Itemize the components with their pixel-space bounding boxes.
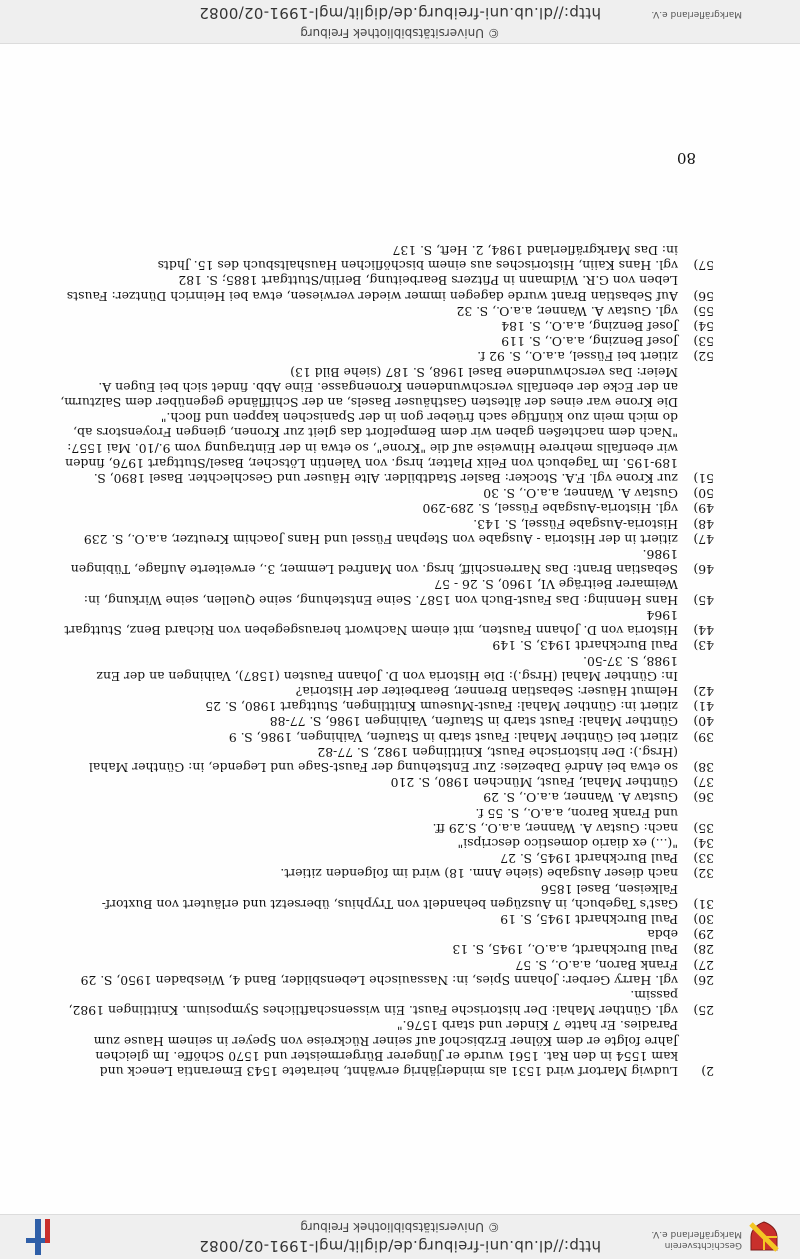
footnote-item [84, 729, 714, 744]
footnote-line: wir ebenfalls mehrere Hinweise auf die "Krone", so etwa in der Eintragung vom 9./10. Mai 1557: [67, 440, 678, 456]
footnote-text [84, 912, 678, 927]
footnote-line: Paul Burckhardt 1945, S. 19 [500, 911, 678, 927]
footnote-list [60, 243, 714, 1079]
footnote-item [68, 987, 714, 1019]
footnote-line: Paul Burckhardt 1945, S. 27 [500, 851, 678, 867]
footnote-line: In: Günther Mahal (Hrsg.): Die Historia von D. Johann Fausten (1587), Vaihingen an der Enz [96, 668, 678, 684]
footnote-number: 37) [693, 775, 714, 791]
footnote-number: 52) [693, 349, 714, 365]
footnote-number: 42) [693, 683, 714, 699]
footnote-line: Historia-Ausgabe Füssel, S. 143. [473, 516, 678, 532]
library-mark-icon [26, 1219, 50, 1255]
footnote-text [69, 988, 678, 1018]
footnote-item [84, 334, 714, 349]
footnote-line: Günther Mahal, Faust, München 1980, S. 210 [390, 775, 678, 791]
footnote-line: vgl. Harry Gerber: Johann Spies, in: Nassauische Lebensbilder, Band 4, Wiesbaden 1950, S. 29 [80, 972, 678, 988]
association-line-2: Markgräflerland e.V. [651, 1229, 742, 1239]
footnote-line: zur Krone vgl. F.A. Stocker: Basler Stadtbilder. Alte Häuser und Geschlechter. Basel 1890, S. [93, 471, 678, 487]
footnote-item [84, 866, 714, 881]
footnote-number: 38) [693, 759, 714, 775]
footnote-item [84, 927, 714, 942]
footnote-number: 48) [693, 516, 714, 532]
footnote-text [84, 729, 678, 744]
footnote-number: 25) [693, 1003, 714, 1019]
footnote-line: zitiert in der Historia - Ausgabe von Stephan Füssel und Hans Joachim Kreutzer, a.a.O., S. 239 [83, 531, 678, 547]
footnote-text [64, 608, 678, 638]
footnote-text [84, 319, 678, 334]
footnote-number: 32) [693, 866, 714, 882]
footnote-text [84, 805, 678, 835]
footnote-item [84, 319, 714, 334]
footnote-item [84, 942, 714, 957]
footnote-item [84, 243, 714, 273]
footer-copyright: © Universitätsbibliothek Freiburg [300, 26, 500, 40]
footnote-line: nach dieser Ausgabe (siehe Anm. 18) wird im folgenden zitiert. [280, 866, 678, 882]
footnote-item [84, 304, 714, 319]
footnote-item [66, 273, 714, 304]
footnote-text [84, 927, 678, 942]
footnote-line: passim. [630, 987, 678, 1003]
footnote-text [84, 501, 678, 516]
footnote-line: 1964 [646, 607, 678, 623]
footnote-number: 54) [693, 319, 714, 335]
footnote-number: 50) [693, 486, 714, 502]
copyright-notice: © Universitätsbibliothek Freiburg [300, 1220, 500, 1234]
footnote-item [84, 957, 714, 972]
association-line-1: Geschichtsverein [664, 1240, 742, 1250]
footnote-text [71, 547, 678, 577]
footnote-number: 55) [693, 303, 714, 319]
viewer-header-bar [0, 1214, 800, 1259]
footnote-line: Paradies. Er hatte 7 Kinder und starb 1576." [396, 1018, 678, 1034]
footnote-text [84, 516, 678, 531]
footnote-line: so etwa bei André Dabezies: Zur Entstehung der Faust-Sage und Legende, in: Günther Mahal [88, 759, 678, 775]
footnote-number: 46) [693, 562, 714, 578]
footnote-text [84, 653, 678, 699]
footnote-number: 51) [693, 471, 714, 487]
footnote-text [84, 334, 678, 349]
footnote-number: 26) [693, 972, 714, 988]
footnote-line: Gustav A. Wanner, a.a.O., S. 30 [483, 486, 678, 502]
footnote-text [67, 273, 678, 303]
footnote-text [84, 836, 678, 851]
footnote-line: Historia von D. Johann Fausten, mit einem Nachwort herausgegeben von Richard Benz, Stuttgart [64, 623, 678, 639]
footnote-line: 1988, S. 37-50. [583, 653, 678, 669]
footnote-line: do mich mein zuo künftige sach früeber gon in der Spanischen kappen und floch." [160, 410, 678, 426]
footnote-item [70, 547, 714, 578]
footnote-line: vgl. Günther Mahal: Der historische Faust. Ein wissenschaftliches Symposium. Knittlingen 1982, [68, 1003, 678, 1019]
footnote-line: Auf Sebastian Brant wurde dagegen immer wieder verwiesen, etwa bei Heinrich Düntzer: Fausts [66, 288, 678, 304]
footnote-text [84, 577, 678, 607]
footnote-text [84, 957, 678, 972]
footnote-text [84, 1018, 678, 1079]
viewer-footer-bar [0, 0, 800, 44]
footnote-line: Die Krone war eines der ältesten Gasthäuser Basels, an der Schifflände gegenüber dem Salzturm, [60, 395, 678, 411]
footnote-text [84, 866, 678, 881]
footnote-item [84, 532, 714, 547]
footnote-item [80, 972, 714, 988]
footnote-item [84, 745, 714, 775]
footnote-number: 43) [693, 638, 714, 654]
footnote-line: in: Das Markgräflerland 1984, 2. Heft, S. 137 [392, 243, 678, 259]
page-number: 80 [676, 149, 696, 167]
footnote-text [84, 638, 678, 653]
footnote-number: 36) [693, 790, 714, 806]
footnote-line: Weimarer Beiträge VI, 1960, S. 26 - 57 [434, 577, 678, 593]
footnote-item [64, 607, 714, 639]
footnote-item [84, 486, 714, 501]
footnote-item [84, 805, 714, 835]
footnote-text [84, 532, 678, 547]
footnote-line: und Frank Baron, a.a.O., S. 55 f. [475, 805, 678, 821]
footnote-number: 47) [693, 531, 714, 547]
footnote-item [84, 653, 714, 699]
footnote-line: an der Ecke der ebenfalls verschwundenen Kronengasse. Eine Abb. findet sich bei Eugen A. [98, 379, 678, 395]
footnote-line: Ludwig Martorf wird 1531 als minderjährig erwähnt, heiratete 1543 Emerantia Leneck und [99, 1064, 678, 1079]
footnote-number: 39) [693, 729, 714, 745]
footnote-number: 29) [693, 927, 714, 943]
footnote-text [84, 942, 678, 957]
footnote-line: vgl. Hans Kaiin, Historisches aus einem bischöflichen Haushaltsbuch des 15. Jhdts [157, 258, 678, 274]
footnote-item [60, 364, 714, 487]
footnote-number: 49) [693, 501, 714, 517]
footnote-text [81, 973, 678, 988]
footer-association: Markgräflerland e.V. [651, 9, 742, 19]
footnote-number: 27) [693, 957, 714, 973]
permalink-url[interactable]: http://dl.ub.uni-freiburg.de/diglit/mgl-1991-02/0082 [198, 1237, 602, 1255]
footnote-number: 56) [693, 288, 714, 304]
footnote-item [84, 851, 714, 866]
footnote-text [84, 699, 678, 714]
footnote-text [84, 304, 678, 319]
footnote-line: Gustav A. Wanner, a.a.O., S. 29 [483, 790, 678, 806]
footnote-number: 41) [693, 699, 714, 715]
footnote-line: Günther Mahal: Faust starb in Staufen, Vaihingen 1986, S. 77-88 [269, 714, 678, 730]
footnote-number: 53) [693, 334, 714, 350]
footnote-line: Paul Burckhardt, a.a.O., 1945, S. 13 [452, 942, 678, 958]
footnote-item [84, 881, 714, 911]
footnote-text [84, 745, 678, 775]
footnote-item [84, 790, 714, 805]
footnote-number: 45) [693, 592, 714, 608]
footnote-item [84, 516, 714, 531]
footnote-item [84, 699, 714, 714]
footnote-line: Falkeisen, Basel 1856 [540, 881, 678, 897]
footnote-line: zitiert bei Füssel, a.a.O., S. 92 f. [477, 349, 678, 365]
footnote-number: 31) [693, 896, 714, 912]
footnote-text [84, 790, 678, 805]
footnote-line: Josef Benzing, a.a.O., S. 184 [501, 319, 678, 335]
footnote-line: nach: Gustav A. Wanner, a.a.O., S.29 ff. [432, 820, 678, 836]
footnote-number: 57) [693, 258, 714, 274]
footnote-line: zitiert in: Günther Mahal: Faust-Museum Knittlingen, Stuttgart 1980, S. 25 [205, 699, 678, 715]
footnote-line: zitiert bei Günther Mahal: Faust starb in Staufen, Vaihingen, 1986, S. 9 [228, 729, 678, 745]
footnote-text [84, 775, 678, 790]
footnote-line: Frank Baron, a.a.O., S. 57 [515, 957, 678, 973]
footnote-line: Sebastian Brant: Das Narrenschiff, hrsg. von Manfred Lemmer, 3., erweiterte Auflage, Tübingen [70, 562, 678, 578]
footnote-line: vgl. Gustav A. Wanner, a.a.O., S. 32 [456, 303, 678, 319]
footnote-text [84, 881, 678, 911]
footnote-item [84, 714, 714, 729]
footnote-line: vgl. Historia-Ausgabe Füssel, S. 289-290 [422, 501, 678, 517]
footnote-text [84, 243, 678, 273]
footnote-item [84, 1018, 714, 1079]
footnote-item [84, 349, 714, 364]
footnote-line: 1986. [642, 547, 678, 563]
footnote-number: 34) [693, 835, 714, 851]
footnote-text [84, 851, 678, 866]
footnote-line: Jahre folgte er dem Kölner Erzbischof auf seiner Rückreise von Speyer in seinem Hause zum [93, 1033, 678, 1049]
footnote-line: Hans Henning: Das Faust-Buch von 1587. Seine Entstehung, seine Quellen, seine Wirkung, in: [83, 592, 678, 608]
footnote-number: 40) [693, 714, 714, 730]
footnote-line: (Hrsg.): Der historische Faust, Knittlingen 1982, S. 77-82 [317, 744, 678, 760]
footnote-text [84, 486, 678, 501]
footnote-item [84, 775, 714, 790]
footnote-text [84, 714, 678, 729]
footer-url[interactable]: http://dl.ub.uni-freiburg.de/diglit/mgl-1991-02/0082 [198, 4, 602, 22]
footnote-number: 28) [693, 942, 714, 958]
footnote-line: 189-195. Im Tagebuch von Felix Platter, hrsg. von Valentin Lötscher, Basel/Stuttgart 1976, finden [65, 455, 678, 471]
footnote-line: Leben von G.R. Widmann in Pfitzers Bearbeitung, Berlin/Stuttgart 1885; S. 182 [178, 273, 678, 289]
footnote-number: 35) [693, 820, 714, 836]
footnote-line: "Nach dem nachteßen gaben wir dem Bempelfort das gleit zur Kronen, giengen Froyenstors ab, [73, 425, 678, 441]
footnote-line: Josef Benzing, a.a.O., S. 119 [501, 334, 678, 350]
footnote-item [84, 912, 714, 927]
footnote-number: 30) [693, 911, 714, 927]
footnote-line: Helmut Häuser: Sebastian Brenner, Bearbeiter der Historia? [295, 683, 678, 699]
footnote-item [84, 501, 714, 516]
footnote-text [60, 364, 678, 486]
footnote-line: "(...) ex diario domestico descripsi" [457, 835, 678, 851]
footnote-item [84, 577, 714, 607]
footnote-number: 44) [693, 623, 714, 639]
footnote-line: kam 1554 in den Rat. 1561 wurde er Jüngerer Bürgermeister und 1570 Schöffe. Im gleichen [95, 1048, 678, 1064]
footnote-line: ebda [647, 927, 678, 943]
footnote-item [84, 638, 714, 653]
footnote-number: 2) [701, 1064, 714, 1079]
footnote-line: Paul Burckhardt 1943, S. 149 [492, 638, 678, 654]
footnote-text [84, 349, 678, 364]
footnote-line: Gast's Tagebuch, in Auszügen behandelt von Tryphius, übersetzt und erläutert von Buxtorf- [101, 896, 678, 912]
footnote-line: Meier: Das verschwundene Basel 1968, S. 187 (siehe Bild 13) [290, 364, 678, 380]
footnote-number: 33) [693, 851, 714, 867]
footnote-item [84, 836, 714, 851]
